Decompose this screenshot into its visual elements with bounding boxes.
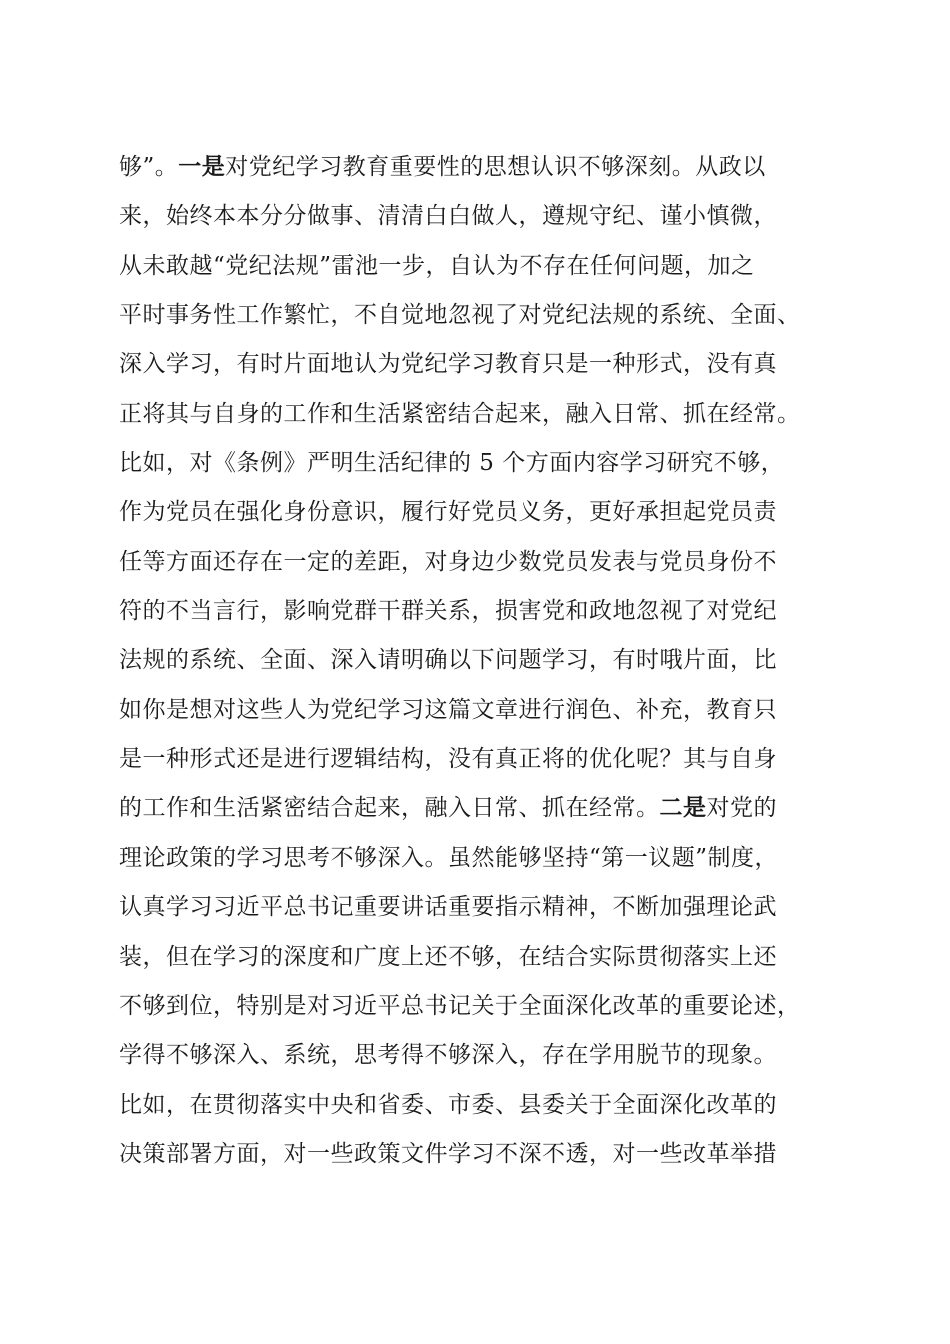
text-line bbox=[119, 933, 839, 982]
text-line bbox=[119, 1130, 839, 1179]
text-segment: 法规的系统、全面、深入请明确以下问题学习，有时哦片面，比 bbox=[119, 647, 777, 674]
text-line bbox=[119, 390, 839, 439]
text-segment: 比如，对《条例》严明生活纪律的 5 个方面内容学习研究不够， bbox=[119, 450, 785, 477]
text-line bbox=[119, 439, 839, 488]
text-line bbox=[119, 488, 839, 537]
text-line bbox=[119, 636, 839, 685]
text-segment: 比如，在贯彻落实中央和省委、市委、县委关于全面深化改革的 bbox=[119, 1091, 777, 1118]
text-segment: 学得不够深入、系统，思考得不够深入，存在学用脱节的现象。 bbox=[119, 1042, 777, 1069]
text-segment: 不够到位，特别是对习近平总书记关于全面深化改革的重要论述， bbox=[119, 992, 801, 1019]
text-segment: 从未敢越“党纪法规”雷池一步，自认为不存在任何问题，加之 bbox=[119, 252, 755, 279]
bold-lead-text: 一是 bbox=[178, 154, 226, 180]
text-segment: 对党的 bbox=[706, 795, 777, 822]
text-segment: 平时事务性工作繁忙，不自觉地忽视了对党纪法规的系统、全面、 bbox=[119, 302, 801, 329]
text-segment: 深入学习，有时片面地认为党纪学习教育只是一种形式，没有真 bbox=[119, 351, 777, 378]
text-line bbox=[119, 192, 839, 241]
text-segment: 够”。 bbox=[119, 154, 179, 180]
text-segment: 符的不当言行，影响党群干群关系，损害党和政地忽视了对党纪 bbox=[119, 598, 777, 625]
text-segment: 装，但在学习的深度和广度上还不够，在结合实际贯彻落实上还 bbox=[119, 943, 777, 970]
text-line bbox=[119, 587, 839, 636]
text-segment: 任等方面还存在一定的差距，对身边少数党员发表与党员身份不 bbox=[119, 548, 777, 575]
text-segment: 来，始终本本分分做事、清清白白做人，遵规守纪、谨小慎微， bbox=[119, 203, 777, 230]
bold-lead-text: 二是 bbox=[659, 795, 707, 822]
text-segment: 正将其与自身的工作和生活紧密结合起来，融入日常、抓在经常。 bbox=[119, 400, 801, 427]
text-line bbox=[119, 982, 839, 1031]
text-line bbox=[119, 1031, 839, 1080]
text-segment: 的工作和生活紧密结合起来，融入日常、抓在经常。 bbox=[119, 795, 660, 822]
text-segment: 对党纪学习教育重要性的思想认识不够深刻。从政以 bbox=[225, 154, 766, 180]
text-segment: 决策部署方面，对一些政策文件学习不深不透，对一些改革举措 bbox=[119, 1140, 777, 1167]
text-segment: 是一种形式还是进行逻辑结构，没有真正将的优化呢？其与自身 bbox=[119, 746, 777, 773]
text-segment: 理论政策的学习思考不够深入。虽然能够坚持“第一议题”制度， bbox=[119, 844, 779, 871]
text-segment: 作为党员在强化身份意识，履行好党员义务，更好承担起党员责 bbox=[119, 499, 777, 526]
text-line bbox=[119, 340, 839, 389]
text-line bbox=[119, 686, 839, 735]
body-text bbox=[119, 143, 839, 1179]
text-segment: 认真学习习近平总书记重要讲话重要指示精神，不断加强理论武 bbox=[119, 894, 777, 921]
text-line bbox=[119, 143, 839, 192]
text-line bbox=[119, 538, 839, 587]
text-segment: 如你是想对这些人为党纪学习这篇文章进行润色、补充，教育只 bbox=[119, 696, 777, 723]
text-line bbox=[119, 735, 839, 784]
text-line bbox=[119, 834, 839, 883]
text-line bbox=[119, 784, 839, 833]
text-line bbox=[119, 291, 839, 340]
text-line bbox=[119, 1081, 839, 1130]
text-line bbox=[119, 242, 839, 291]
text-line bbox=[119, 883, 839, 932]
